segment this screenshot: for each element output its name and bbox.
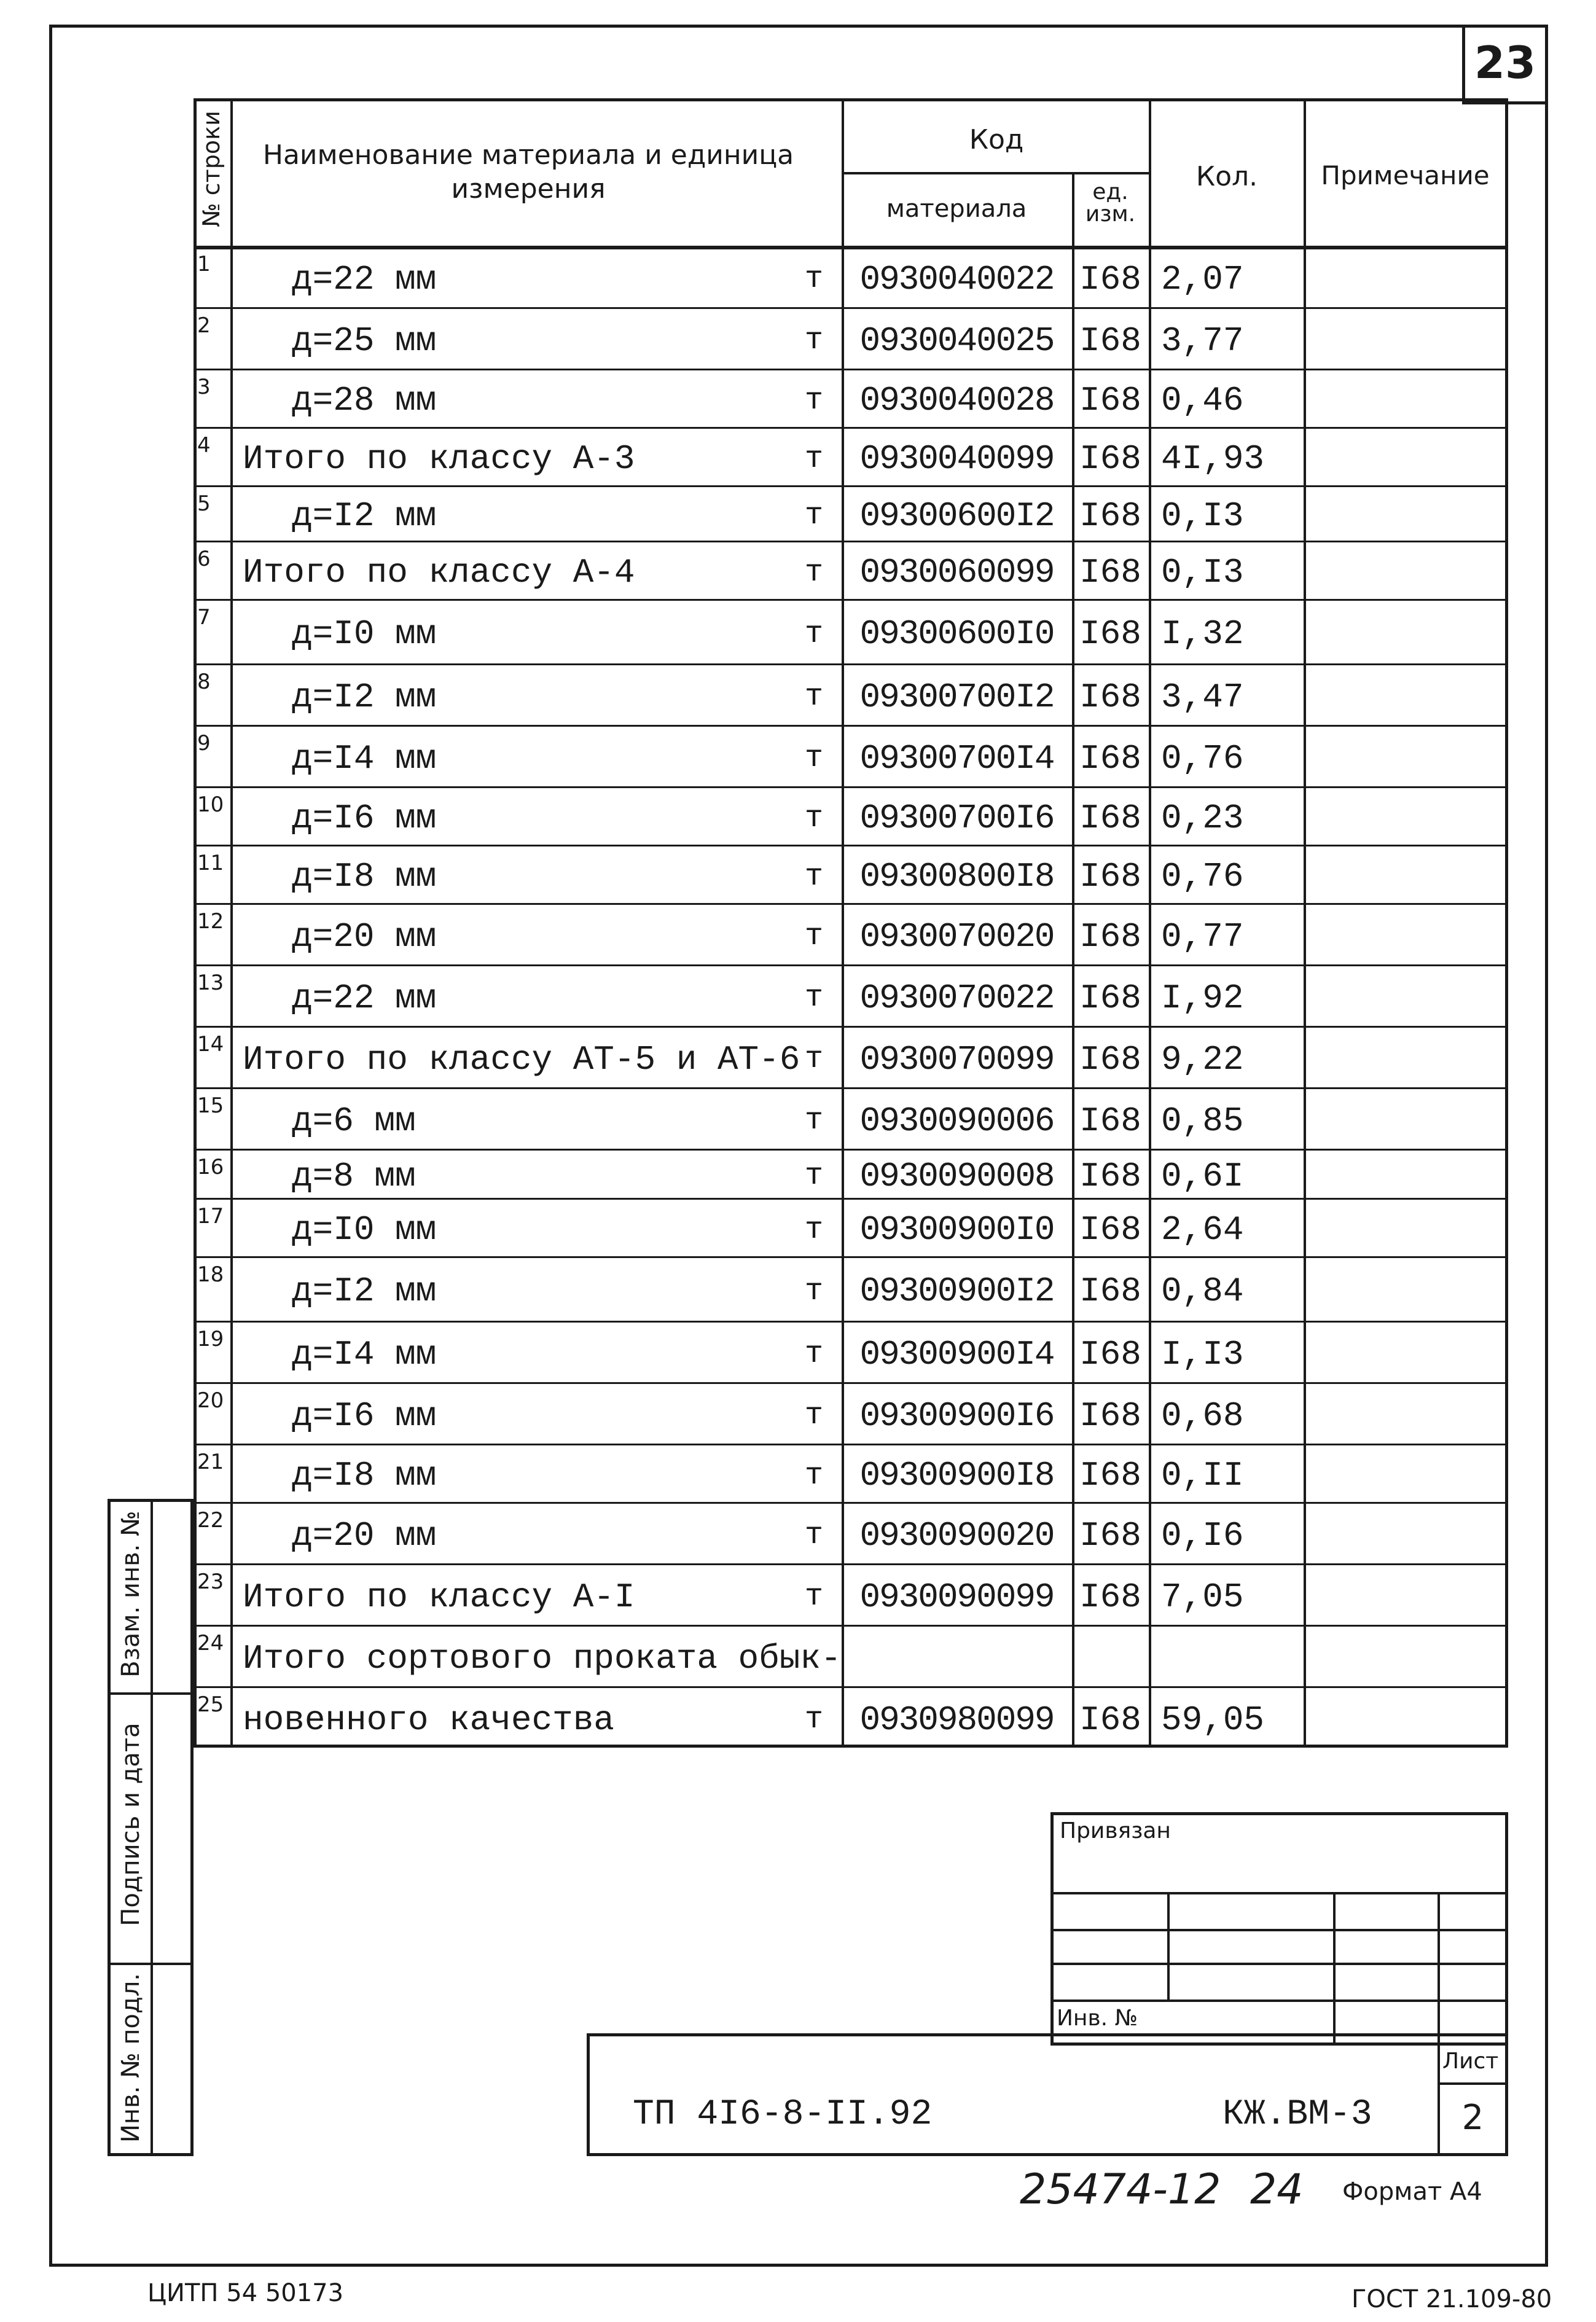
material-name: Итого по классу А-3 [243,439,635,479]
unit-code: I68 [1079,678,1141,717]
header-name-text: Наименование материала и единица измерения [262,139,794,205]
material-name: д=25 мм [292,321,437,361]
material-name: д=6 мм [292,1101,416,1141]
header-note: Примечание [1321,160,1490,190]
table-row [194,1256,1508,1321]
table-row [194,1198,1508,1256]
material-code: 09300600I2 [859,496,1054,536]
unit-code: I68 [1079,1577,1141,1617]
table-row [194,845,1508,903]
unit-label: т [805,1458,824,1493]
unit-code: I68 [1079,496,1141,536]
unit-label: т [805,1518,824,1553]
table-row [194,725,1508,786]
quantity: 0,I3 [1161,496,1244,536]
table-row [194,307,1508,369]
table-row [194,369,1508,427]
header-code: Код [969,124,1024,155]
material-code: 09300800I8 [859,857,1054,896]
unit-label: т [805,1702,824,1737]
material-code: 0930040099 [859,439,1054,479]
row-number: 3 [197,375,211,399]
unit-label: т [805,617,824,652]
quantity: 3,77 [1161,321,1244,361]
inv-no-label: Инв. № [1057,2006,1138,2031]
material-name: новенного качества [243,1700,614,1740]
unit-code: I68 [1079,917,1141,956]
table-row [194,1026,1508,1087]
handwritten-page: 24 [1250,2165,1304,2214]
quantity: 0,I3 [1161,553,1244,592]
quantity: 3,47 [1161,678,1244,717]
title-grid-vline [1438,1892,1440,2046]
unit-code: I68 [1079,1040,1141,1079]
material-code: 0930090008 [859,1157,1054,1196]
unit-code: I68 [1079,1396,1141,1436]
unit-code [1072,1625,1149,1686]
quantity: I,92 [1161,979,1244,1018]
material-code: 09300900I6 [859,1396,1054,1436]
row-number: 1 [197,252,211,276]
table-row [194,1563,1508,1625]
material-code: 0930070020 [859,917,1054,956]
side-stamp-divider-v [151,1499,153,2156]
quantity: 0,85 [1161,1101,1244,1141]
material-name: Итого по классу А-I [243,1577,635,1617]
material-name: д=I8 мм [292,857,437,896]
unit-code: I68 [1079,439,1141,479]
material-code: 09300700I4 [859,739,1054,778]
table-row [194,1625,1508,1686]
header-unit-code: ед. изм. [1085,179,1136,227]
list-value: 2 [1461,2098,1484,2138]
material-code: 09300900I0 [859,1210,1054,1249]
material-code: 09300700I6 [859,799,1054,838]
unit-label: т [805,442,824,477]
row-number: 4 [197,433,211,458]
material-code [842,1625,1072,1686]
material-name: д=I2 мм [292,496,437,536]
row-number: 11 [197,851,224,875]
header-row-number: № строки [198,111,225,227]
row-number: 15 [197,1093,224,1118]
material-name: д=I0 мм [292,1210,437,1249]
unit-code: I68 [1079,979,1141,1018]
unit-code: I68 [1079,1456,1141,1495]
material-code: 0930040025 [859,321,1054,361]
row-number: 8 [197,670,211,694]
material-name: д=I2 мм [292,678,437,717]
unit-label: т [805,1337,824,1372]
quantity: 7,05 [1161,1577,1244,1617]
unit-label: т [805,1159,824,1194]
unit-label: т [805,1103,824,1138]
material-code: 09300900I4 [859,1335,1054,1374]
row-number: 5 [197,491,211,516]
quantity: 0,23 [1161,799,1244,838]
title-grid-vline [1167,1892,1170,2000]
material-code: 0930090020 [859,1516,1054,1555]
handwritten-number: 25474-12 [1020,2165,1221,2214]
table-row [194,1686,1508,1748]
side-stamp-inv-podl: Инв. № подл. [117,1973,145,2143]
unit-label: т [805,498,824,533]
table-row [194,1502,1508,1563]
material-code: 0930070022 [859,979,1054,1018]
unit-label [805,1625,842,1686]
unit-code: I68 [1079,1700,1141,1740]
material-code: 0930980099 [859,1700,1054,1740]
quantity: 0,46 [1161,381,1244,420]
material-code: 0930090006 [859,1101,1054,1141]
material-name: Итого по классу А-4 [243,553,635,592]
material-code: 09300900I2 [859,1272,1054,1311]
side-stamp-podpis: Подпись и дата [117,1722,145,1926]
unit-code: I68 [1079,799,1141,838]
quantity: 9,22 [1161,1040,1244,1079]
unit-label: т [805,1274,824,1309]
quantity: 2,07 [1161,260,1244,299]
material-code: 09300600I0 [859,614,1054,654]
unit-code: I68 [1079,1272,1141,1311]
row-number: 22 [197,1508,224,1533]
row-number: 12 [197,909,224,934]
sheet-code: КЖ.ВМ-3 [1222,2095,1372,2135]
table-row [194,663,1508,725]
title-list-divider-h [1438,2082,1508,2085]
table-row [194,786,1508,845]
material-name: д=20 мм [292,917,437,956]
material-code: 0930090099 [859,1577,1054,1617]
table-row [194,903,1508,964]
quantity: 0,76 [1161,739,1244,778]
material-code: 0930040022 [859,260,1054,299]
unit-label: т [805,741,824,776]
unit-label: т [805,1213,824,1248]
material-code: 0930070099 [859,1040,1054,1079]
table-row [194,485,1508,541]
quantity: I,I3 [1161,1335,1244,1374]
unit-label: т [805,1398,824,1433]
row-number: 9 [197,731,211,756]
table-row [194,1149,1508,1198]
row-number: 13 [197,971,224,995]
unit-code: I68 [1079,321,1141,361]
code-subheader-divider [842,172,1149,174]
row-number: 18 [197,1262,224,1287]
table-row [194,1444,1508,1502]
table-row [194,246,1508,307]
row-number: 19 [197,1327,224,1351]
material-name: д=I6 мм [292,799,437,838]
unit-code: I68 [1079,614,1141,654]
material-code: 0930040028 [859,381,1054,420]
unit-code: I68 [1079,381,1141,420]
material-name: д=20 мм [292,1516,437,1555]
unit-label: т [805,980,824,1015]
row-number: 7 [197,605,211,630]
row-number: 20 [197,1388,224,1413]
unit-code: I68 [1079,1101,1141,1141]
row-number: 14 [197,1032,224,1057]
material-name: Итого по классу АТ-5 и АТ-6 [243,1040,800,1079]
title-list-divider [1438,2033,1440,2156]
material-name: д=I6 мм [292,1396,437,1436]
unit-code: I68 [1079,260,1141,299]
unit-label: т [805,262,824,297]
row-number: 6 [197,547,211,571]
row-number: 21 [197,1450,224,1474]
unit-label: т [805,679,824,714]
material-name: д=28 мм [292,381,437,420]
material-code: 09300900I8 [859,1456,1054,1495]
table-row [194,964,1508,1026]
material-name: д=I0 мм [292,614,437,654]
row-number: 17 [197,1204,224,1229]
unit-code: I68 [1079,1210,1141,1249]
table-row [194,427,1508,485]
page-number: 23 [1474,37,1536,88]
material-name: д=I4 мм [292,1335,437,1374]
unit-code: I68 [1079,1516,1141,1555]
table-row [194,599,1508,663]
material-name: д=22 мм [292,979,437,1018]
quantity: 4I,93 [1161,439,1265,479]
material-name: д=I8 мм [292,1456,437,1495]
quantity: 0,76 [1161,857,1244,896]
side-stamp-vzam: Взам. инв. № [117,1511,145,1678]
table-row [194,1321,1508,1382]
unit-code: I68 [1079,739,1141,778]
list-label: Лист [1442,2049,1499,2074]
quantity: 0,6I [1161,1157,1244,1196]
unit-code: I68 [1079,553,1141,592]
row-number: 23 [197,1570,224,1594]
quantity: 0,77 [1161,917,1244,956]
unit-label: т [805,1042,824,1077]
material-name: Итого сортового проката обык- [243,1639,842,1678]
material-name: д=I4 мм [292,739,437,778]
header-material-code: материала [886,195,1027,223]
title-grid-vline [1333,1892,1336,2046]
format-label: Формат А4 [1342,2178,1482,2206]
quantity [1149,1625,1304,1686]
row-number: 25 [197,1692,224,1717]
unit-label: т [805,555,824,590]
unit-label: т [805,1579,824,1614]
row-number: 10 [197,792,224,817]
material-name: д=22 мм [292,260,437,299]
privyazan-label: Привязан [1060,1818,1171,1843]
quantity: 0,II [1161,1456,1244,1495]
quantity: 59,05 [1161,1700,1265,1740]
unit-code: I68 [1079,1157,1141,1196]
material-name: д=I2 мм [292,1272,437,1311]
footer-left: ЦИТП 54 50173 [147,2279,344,2307]
unit-label: т [805,919,824,954]
quantity: 2,64 [1161,1210,1244,1249]
table-row [194,1382,1508,1444]
quantity: I,32 [1161,614,1244,654]
unit-label: т [805,801,824,836]
row-number: 2 [197,313,211,338]
quantity: 0,84 [1161,1272,1244,1311]
row-number: 16 [197,1155,224,1179]
footer-right: ГОСТ 21.109-80 [1352,2285,1552,2313]
table-row [194,1087,1508,1149]
unit-label: т [805,383,824,418]
document-code: ТП 4I6-8-II.92 [633,2095,933,2135]
material-code: 09300700I2 [859,678,1054,717]
unit-label: т [805,323,824,358]
material-code: 0930060099 [859,553,1054,592]
row-number: 24 [197,1631,224,1656]
quantity: 0,I6 [1161,1516,1244,1555]
material-name: д=8 мм [292,1157,416,1196]
unit-code: I68 [1079,857,1141,896]
unit-label: т [805,859,824,894]
quantity: 0,68 [1161,1396,1244,1436]
header-quantity: Кол. [1195,161,1258,192]
table-row [194,541,1508,599]
unit-code: I68 [1079,1335,1141,1374]
